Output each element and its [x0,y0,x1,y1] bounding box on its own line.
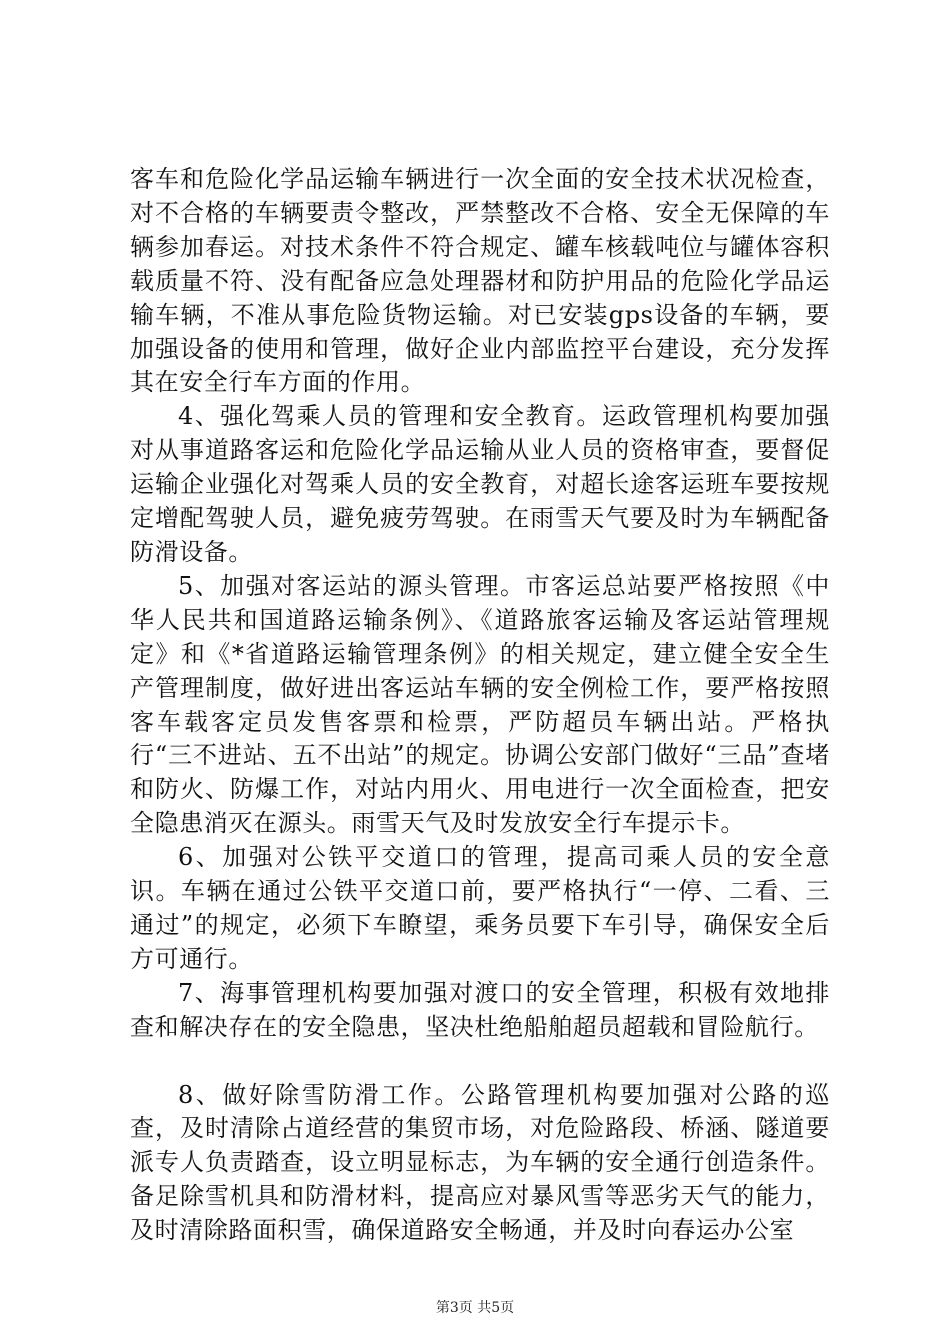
document-body [130,163,830,1248]
paragraph-item-5: 5、加强对客运站的源头管理。市客运总站要严格按照《中华人民共和国道路运输条例》、《道路旅客运输及客运站管理规定》和《*省道路运输管理条例》的相关规定，建立健全安全生产管理制度，做好进出客运站车辆的安全例检工作，要严格按照客车载客定员发售客票和检票，严防超员车辆出站。严格执行“三不进站、五不出站”的规定。协调公安部门做好“三品”查堵和防火、防爆工作，对站内用火、用电进行一次全面检查，把安全隐患消灭在源头。雨雪天气及时发放安全行车提示卡。 [130,571,830,838]
paragraph-item-7: 7、海事管理机构要加强对渡口的安全管理，积极有效地排查和解决存在的安全隐患，坚决杜绝船舶超员超载和冒险航行。 [130,978,830,1041]
paragraph-item-8: 8、做好除雪防滑工作。公路管理机构要加强对公路的巡查，及时清除占道经营的集贸市场，对危险路段、桥涵、隧道要派专人负责踏查，设立明显标志，为车辆的安全通行创造条件。备足除雪机具和防滑材料，提高应对暴风雪等恶劣天气的能力，及时清除路面积雪，确保道路安全畅通，并及时向春运办公室 [130,1080,830,1245]
paragraph-vehicle-inspection: 客车和危险化学品运输车辆进行一次全面的安全技术状况检查，对不合格的车辆要责令整改，严禁整改不合格、安全无保障的车辆参加春运。对技术条件不符合规定、罐车核载吨位与罐体容积载质量不符、没有配备应急处理器材和防护用品的危险化学品运输车辆，不准从事危险货物运输。对已安装gps设备的车辆，要加强设备的使用和管理，做好企业内部监控平台建设，充分发挥其在安全行车方面的作用。 [130,165,830,397]
paragraph-item-6: 6、加强对公铁平交道口的管理，提高司乘人员的安全意识。车辆在通过公铁平交道口前，要严格执行“一停、二看、三通过”的规定，必须下车瞭望，乘务员要下车引导，确保安全后方可通行。 [130,843,830,973]
page-footer: 第3页 共5页 [435,1300,515,1316]
paragraph-item-4: 4、强化驾乘人员的管理和安全教育。运政管理机构要加强对从事道路客运和危险化学品运输从业人员的资格审查，要督促运输企业强化对驾乘人员的安全教育，对超长途客运班车要按规定增配驾驶人员，避免疲劳驾驶。在雨雪天气要及时为车辆配备防滑设备。 [130,402,830,566]
